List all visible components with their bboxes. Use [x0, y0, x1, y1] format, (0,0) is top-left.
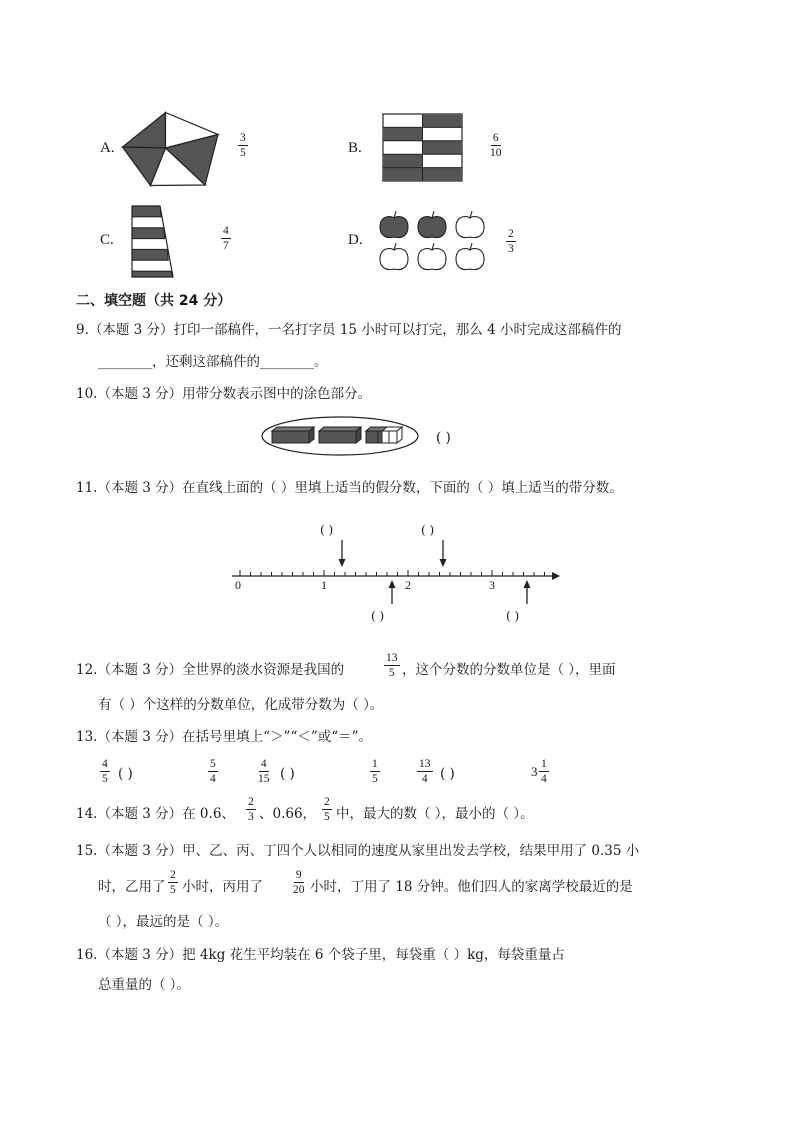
q13-pair3-left-num: 13 — [419, 758, 431, 770]
q15-line1: 15.（本题 3 分）甲、乙、丙、丁四个人以相同的速度从家里出发去学校，结果甲用了 0.35 小 — [76, 843, 640, 859]
tick-label-3: 3 — [489, 578, 495, 592]
q14-part3: 中，最大的数（ ），最小的（ ）。 — [336, 806, 534, 822]
q13-pair1-blank[interactable]: ( ) — [118, 766, 133, 782]
q13-pair3-whole: 3 — [531, 764, 538, 779]
up-arrow-head — [389, 580, 396, 588]
q13-pair3-right-num: 1 — [541, 758, 547, 770]
q15-f2-num: 9 — [295, 869, 302, 881]
tick-label-1: 1 — [321, 578, 327, 592]
tick-label-2: 2 — [405, 578, 411, 592]
down-arrow-head — [440, 559, 447, 567]
q14-f2-den: 5 — [324, 811, 330, 823]
option-b-numerator: 6 — [492, 132, 499, 144]
q9-line2: ________，还剩这部稿件的________。 — [98, 354, 328, 370]
q13-pair2-left-num: 4 — [260, 758, 267, 770]
q15-f1-num: 2 — [170, 869, 176, 881]
option-a-label: A. — [100, 140, 115, 156]
q16-line1: 16.（本题 3 分）把 4kg 花生平均装在 6 个袋子里，每袋重（ ）kg，每袋重量占 — [76, 947, 565, 963]
q13-pair1-right-num: 5 — [210, 758, 216, 770]
option-a-numerator: 3 — [240, 132, 246, 144]
q13-pair2-left — [256, 758, 272, 785]
q13-pair2-right — [370, 758, 380, 785]
q13-pair3-left — [417, 758, 433, 785]
option-b-label: B. — [348, 140, 362, 156]
section-title: 二、填空题（共 24 分） — [76, 293, 232, 309]
q12-part2: ，这个分数的分数单位是（ ），里面 — [402, 662, 616, 678]
q14-f2-num: 2 — [324, 796, 330, 808]
q13-pair3-left-den: 4 — [421, 773, 428, 785]
q10-answer-blank[interactable]: ( ) — [436, 430, 451, 446]
q12-denominator: 5 — [388, 667, 395, 679]
q13-text: 13.（本题 3 分）在括号里填上“＞”“＜”或“＝”。 — [76, 729, 373, 745]
q13-pair1-right-den: 4 — [210, 773, 216, 785]
q15-line2-a: 时，乙用了 — [98, 879, 166, 895]
q11-bracket-top-2[interactable]: ( ) — [421, 523, 435, 537]
q14-f1-den: 3 — [248, 811, 254, 823]
q16-line2: 总重量的（ ）。 — [98, 977, 191, 993]
q14-part2: 、0.66， — [259, 806, 317, 822]
q13-pair2-right-num: 1 — [372, 758, 378, 770]
q13-pair3-blank[interactable]: ( ) — [440, 766, 455, 782]
number-line-arrowhead — [552, 572, 560, 580]
option-b-denominator: 10 — [490, 147, 502, 159]
q11-text: 11.（本题 3 分）在直线上面的（ ）里填上适当的假分数，下面的（ ）填上适当的带分数。 — [76, 480, 623, 496]
q13-pair1-left-num: 4 — [102, 758, 108, 770]
option-d-denominator: 3 — [508, 243, 514, 255]
q11-bracket-top-1[interactable]: ( ) — [320, 523, 334, 537]
q9-line1: 9.（本题 3 分）打印一部稿件，一名打字员 15 小时可以打完，那么 4 小时完成这部稿件的 — [76, 322, 622, 338]
q11-bracket-bottom-2[interactable]: ( ) — [506, 609, 520, 623]
q14-fraction-2 — [322, 796, 332, 823]
q13-pair3-right-den: 4 — [541, 773, 547, 785]
q15-line2-b: 小时，丙用了 — [182, 879, 263, 895]
option-c-numerator: 4 — [223, 225, 229, 237]
q12-numerator: 13 — [386, 652, 398, 664]
q15-fraction-1 — [168, 869, 178, 896]
q14-f1-num: 2 — [248, 796, 254, 808]
q13-pair2-left-den: 15 — [258, 773, 270, 785]
tick-label-0: 0 — [235, 578, 241, 592]
option-a-denominator: 5 — [240, 147, 246, 159]
q13-pair1-left-den: 5 — [102, 773, 108, 785]
option-c-denominator: 7 — [223, 240, 229, 252]
q13-pair2-blank[interactable]: ( ) — [280, 766, 295, 782]
q15-fraction-2 — [291, 869, 307, 896]
q15-f1-den: 5 — [170, 884, 176, 896]
q15-f2-den: 20 — [293, 884, 305, 896]
option-c-label: C. — [100, 232, 114, 248]
q15-line2-c: 小时，丁用了 18 分钟。他们四人的家离学校最近的是 — [310, 879, 633, 895]
q14-fraction-1 — [246, 796, 256, 823]
q13-pair2-right-den: 5 — [372, 773, 378, 785]
q11-bracket-bottom-1[interactable]: ( ) — [371, 609, 385, 623]
down-arrow-head — [339, 559, 346, 567]
q12-part1: 12.（本题 3 分）全世界的淡水资源是我国的 — [76, 662, 345, 678]
q12-fraction — [384, 652, 400, 679]
q14-part1: 14.（本题 3 分）在 0.6、 — [76, 806, 235, 822]
q13-pair1-left — [100, 758, 110, 785]
q13-pair1-right — [208, 758, 218, 785]
up-arrow-head — [524, 580, 531, 588]
option-d-numerator: 2 — [508, 228, 514, 240]
q10-text: 10.（本题 3 分）用带分数表示图中的涂色部分。 — [76, 386, 372, 402]
q12-line2: 有（ ）个这样的分数单位，化成带分数为（ ）。 — [98, 697, 384, 713]
q13-pair3-right — [539, 758, 549, 785]
q15-line3: （ ），最远的是（ ）。 — [98, 914, 229, 930]
option-d-label: D. — [348, 232, 363, 248]
